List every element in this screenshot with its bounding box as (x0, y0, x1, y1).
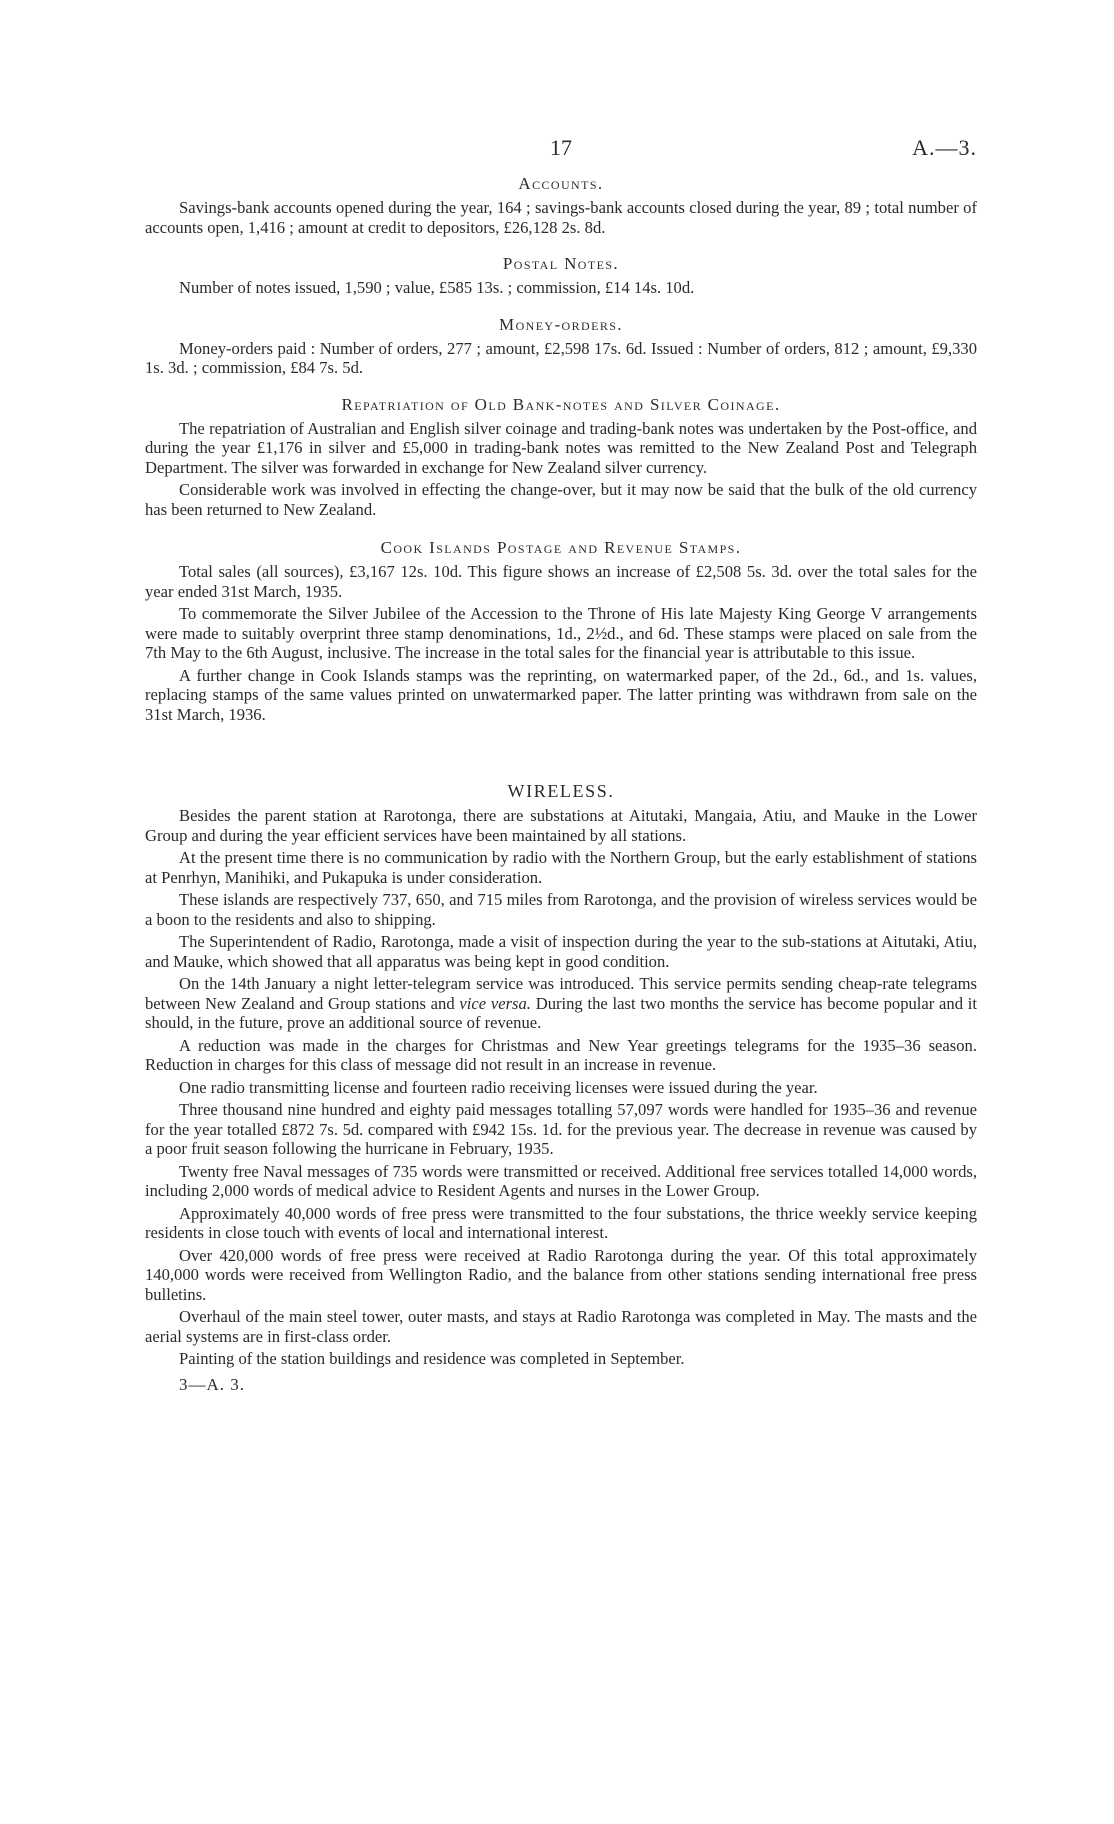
accounts-section (145, 175, 977, 237)
repatriation-heading: Repatriation of Old Bank-notes and Silver Coinage. (341, 394, 781, 414)
wireless-paragraph-11: Over 420,000 words of free press were received at Radio Rarotonga during the year. Of this total approximately 140,000 words were received from Wellington Radio, and the balance from other stations sending international free press bulletins. (145, 1245, 977, 1304)
stamps-heading: Cook Islands Postage and Revenue Stamps. (380, 538, 742, 557)
wireless-paragraph-6: A reduction was made in the charges for Christmas and New Year greetings telegrams for the 1935–36 season. Reduction in charges for this class of message did not result in an increase in revenue. (145, 1035, 977, 1074)
repatriation-paragraph-2: Considerable work was involved in effecting the change-over, but it may now be said that the bulk of the old currency has been returned to New Zealand. (145, 480, 977, 519)
postal-notes-heading: Postal Notes. (502, 254, 620, 273)
postal-notes-paragraph: Number of notes issued, 1,590 ; value, £585 13s. ; commission, £14 14s. 10d. (179, 278, 695, 297)
accounts-heading: Accounts. (518, 174, 604, 193)
stamps-paragraph-3: A further change in Cook Islands stamps was the reprinting, on watermarked paper, of the 2d., 6d., and 1s. values, replacing stamps of the same values printed on unwatermarked paper. The latter printing was withdrawn from sale on the 31st March, 1936. (145, 665, 977, 724)
stamps-paragraph-2: To commemorate the Silver Jubilee of the Accession to the Throne of His late Majesty King George V arrangements were made to suitably overprint three stamp denominations, 1d., 2½d., and 6d. These stamps were placed on sale from the 7th May to the 6th August, inclusive. The increase in the total sales for the financial year is attributable to this issue. (145, 604, 977, 662)
stamps-paragraph-1: Total sales (all sources), £3,167 12s. 10d. This figure shows an increase of £2,508 5s. 3d. over the total sales for the year ended 31st March, 1935. (145, 562, 977, 601)
repatriation-paragraph-1: The repatriation of Australian and English silver coinage and trading-bank notes was undertaken by the Post-office, and during the year £1,176 in silver and £5,000 in trading-bank notes was remitted to the New Zealand Post and Telegraph Department. The silver was forwarded in exchange for New Zealand silver currency. (145, 418, 977, 477)
money-orders-section (145, 316, 977, 378)
repatriation-section (145, 396, 977, 520)
accounts-paragraph: Savings-bank accounts opened during the year, 164 ; savings-bank accounts closed during the year, 89 ; total number of accounts open, 1,416 ; amount at credit to depositors, £26,128 2s. 8d. (145, 198, 977, 237)
wireless-paragraph-12: Overhaul of the main steel tower, outer masts, and stays at Radio Rarotonga was completed in May. The masts and the aerial systems are in first-class order. (145, 1307, 977, 1346)
wireless-section (145, 782, 977, 1369)
money-orders-heading: Money-orders. (499, 314, 623, 334)
wireless-paragraph-2: At the present time there is no communication by radio with the Northern Group, but the early establishment of stations at Penrhyn, Manihiki, and Pukapuka is under consideration. (145, 848, 977, 887)
money-orders-paragraph: Money-orders paid : Number of orders, 277 ; amount, £2,598 17s. 6d. Issued : Number of orders, 812 ; amount, £9,330 1s. 3d. ; commission, £84 7s. 5d. (145, 338, 977, 377)
wireless-paragraph-9: Twenty free Naval messages of 735 words were transmitted or received. Additional free services totalled 14,000 words, including 2,000 words of medical advice to Resident Agents and nurses in the Lower Group. (145, 1161, 977, 1200)
document-reference: A.—3. (912, 135, 977, 160)
wireless-paragraph-5 (145, 974, 977, 1033)
wireless-paragraph-5-text-before: On the 14th January a night letter-telegram service was introduced. This service permits sending cheap-rate telegrams between New Zealand and Group stations and (145, 974, 977, 1013)
wireless-heading: WIRELESS. (507, 781, 615, 801)
page-header (145, 135, 977, 175)
stamps-section (145, 539, 977, 724)
page-number: 17 (550, 135, 572, 160)
wireless-paragraph-7: One radio transmitting license and fourteen radio receiving licenses were issued during the year. (179, 1077, 818, 1097)
wireless-paragraph-1: Besides the parent station at Rarotonga, there are substations at Aitutaki, Mangaia, Atiu, and Mauke in the Lower Group and during the year efficient services have been maintained by all stations. (145, 806, 977, 845)
wireless-paragraph-5-text-after: During the last two months the service has become popular and it should, in the future, prove an additional source of revenue. (145, 993, 977, 1032)
document-page (145, 135, 977, 1395)
wireless-paragraph-3: These islands are respectively 737, 650, and 715 miles from Rarotonga, and the provision of wireless services would be a boon to the residents and also to shipping. (145, 890, 977, 929)
wireless-paragraph-10: Approximately 40,000 words of free press were transmitted to the four substations, the thrice weekly service keeping residents in close touch with events of local and international interest. (145, 1203, 977, 1242)
wireless-paragraph-5-italic: vice versa. (459, 993, 531, 1013)
page-footer-signature: 3—A. 3. (179, 1374, 246, 1394)
wireless-paragraph-4: The Superintendent of Radio, Rarotonga, made a visit of inspection during the year to the sub-stations at Aitutaki, Atiu, and Mauke, which showed that all apparatus was being kept in good condition. (145, 932, 977, 971)
wireless-paragraph-8: Three thousand nine hundred and eighty paid messages totalling 57,097 words were handled for 1935–36 and revenue for the year totalled £872 7s. 5d. compared with £942 15s. 1d. for the previous year. The decrease in revenue was caused by a poor fruit season following the hurricane in February, 1935. (145, 1100, 977, 1158)
wireless-paragraph-13: Painting of the station buildings and residence was completed in September. (179, 1349, 685, 1368)
postal-notes-section (145, 255, 977, 298)
